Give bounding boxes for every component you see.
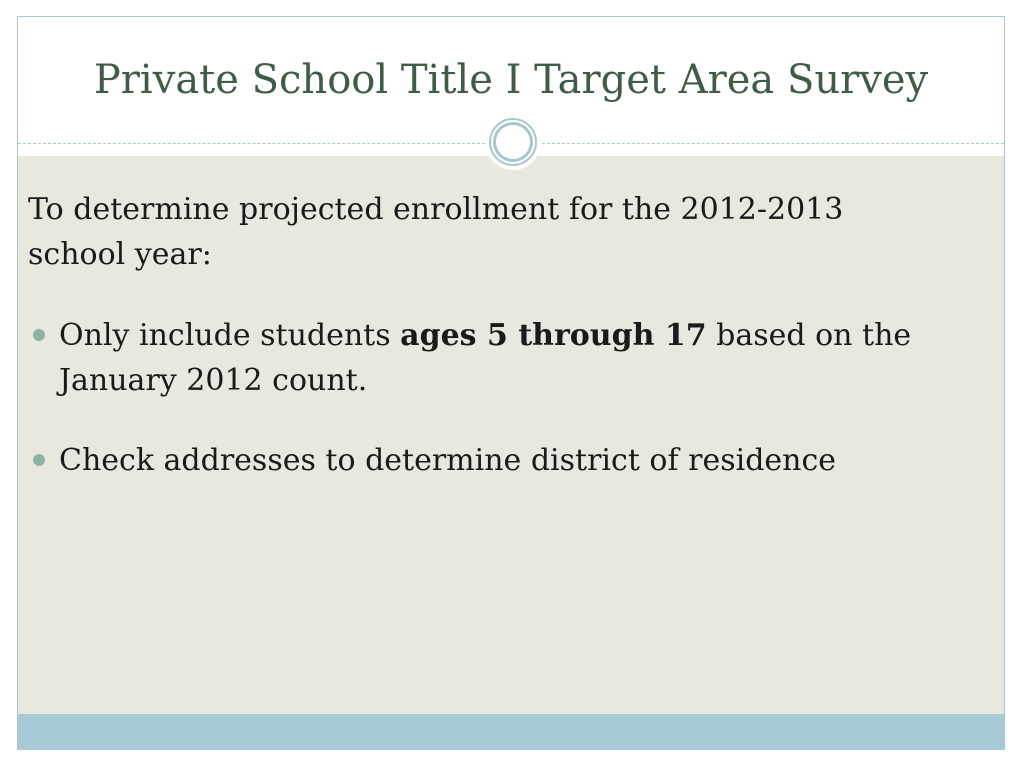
bullet-text-bold: ages 5 through 17 [400,318,707,353]
footer-bar [18,714,1004,749]
bullet-item [28,438,948,483]
intro-text: To determine projected enrollment for the 2012-2013 school year: [28,192,844,272]
bullet-item [28,313,948,403]
bullet-text-end: based on the January 2012 count. [59,318,912,398]
bullet-text: Check addresses to determine district of residence [59,443,837,478]
bullet-list [28,313,948,518]
slide-title: Private School Title I Target Area Survey [93,57,929,103]
ornament-inner-ring [493,122,533,162]
bullet-text-start: Only include students [59,318,401,353]
circle-ornament-icon [485,114,541,170]
bullet-dot-icon [33,454,45,466]
bullet-dot-icon [33,329,45,341]
